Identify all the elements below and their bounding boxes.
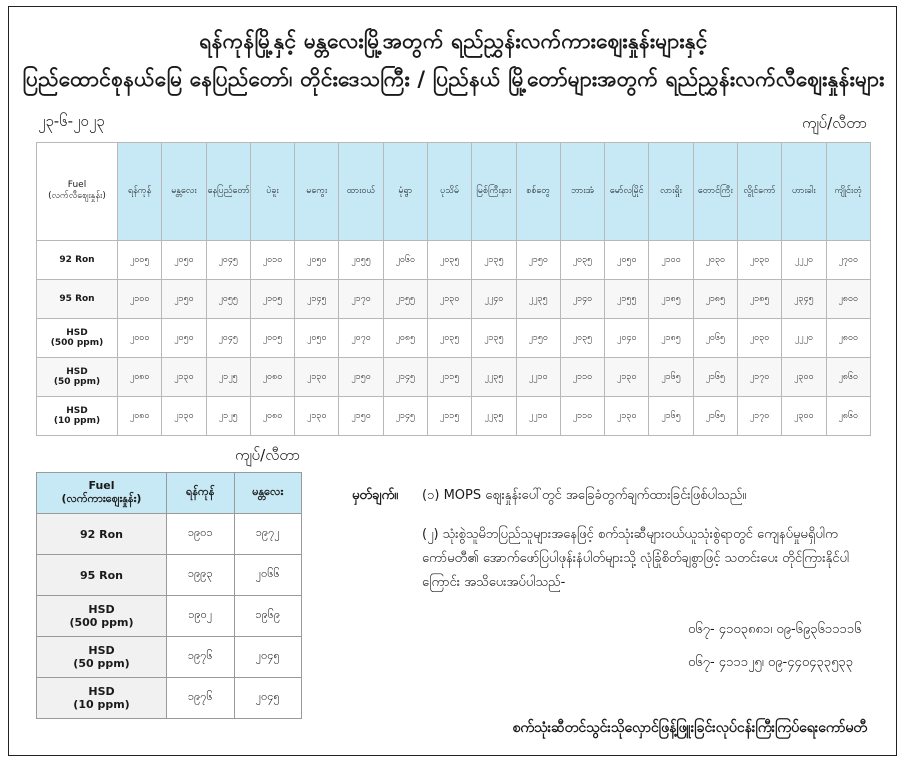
wholesale-price-mandalay: ၂၀၆၆ bbox=[234, 555, 302, 596]
price-cell: ၂၀၆၀ bbox=[383, 241, 427, 280]
note-item-2: (၂) သုံးစွဲသူမိဘပြည်သူများအနေဖြင့် စက်သုံးဆီများဝယ်ယူသုံးစွဲရာတွင် ကျေနပ်မှုမရှိပါက ကော်မတီ၏ အောက်ဖော်ပြပါဖုန်းနံပါတ်များသို့ လုံခြုံစိတ်ချစွာဖြင့် သတင်းပေး တိုင်ကြားနိုင်ပါကြောင်း အသိပေးအပ်ပါသည်- bbox=[422, 527, 850, 590]
price-cell: ၂၁၅၀ bbox=[339, 358, 383, 397]
table-row bbox=[37, 319, 871, 358]
city-header: မုံရွာ bbox=[383, 143, 427, 241]
price-cell: ၂၀၁၀ bbox=[250, 241, 294, 280]
table-row bbox=[37, 241, 871, 280]
price-cell: ၂၀၈၀ bbox=[250, 397, 294, 436]
city-header: မကွေး bbox=[295, 143, 339, 241]
price-cell: ၂၁၆၅ bbox=[649, 397, 693, 436]
retail-price-table bbox=[36, 142, 871, 436]
city-header: နေပြည်တော် bbox=[206, 143, 250, 241]
price-cell: ၂၁၃၀ bbox=[427, 280, 471, 319]
city-header: လားရှိုး bbox=[649, 143, 693, 241]
wholesale-fuel-label: HSD (500 ppm) bbox=[37, 596, 167, 637]
price-cell: ၂၀၀၅ bbox=[118, 241, 162, 280]
unit-label-main: ကျပ်/လီတာ bbox=[801, 114, 867, 132]
price-cell: ၂၁၅၀ bbox=[162, 280, 206, 319]
wholesale-price-mandalay: ၁၉၇၂ bbox=[234, 514, 302, 555]
price-cell: ၂၂၃၅ bbox=[472, 397, 516, 436]
price-cell: ၂၀၃၅ bbox=[560, 319, 604, 358]
price-cell: ၂၁၃၀ bbox=[295, 358, 339, 397]
price-cell: ၂၀၀၀ bbox=[118, 319, 162, 358]
price-cell: ၂၀၃၀ bbox=[737, 241, 781, 280]
price-cell: ၂၈၀၀ bbox=[826, 319, 871, 358]
price-cell: ၂၁၂၅ bbox=[206, 397, 250, 436]
price-cell: ၂၁၃၅ bbox=[472, 241, 516, 280]
price-cell: ၂၂၃၅ bbox=[516, 280, 560, 319]
city-header: မော်လမြိုင် bbox=[605, 143, 649, 241]
fuel-type-label: HSD (10 ppm) bbox=[37, 397, 118, 436]
wholesale-price-table bbox=[36, 472, 302, 719]
fuel-type-label: HSD (50 ppm) bbox=[37, 358, 118, 397]
table-row bbox=[37, 678, 302, 719]
price-cell: ၂၁၄၅ bbox=[383, 358, 427, 397]
price-cell: ၂၀၃၅ bbox=[427, 241, 471, 280]
price-cell: ၂၁၁၀ bbox=[560, 397, 604, 436]
notes-label: မှတ်ချက်။ bbox=[352, 488, 399, 503]
price-cell: ၂၁၇၀ bbox=[737, 358, 781, 397]
price-cell: ၂၁၆၅ bbox=[649, 358, 693, 397]
wholesale-fuel-label: HSD (10 ppm) bbox=[37, 678, 167, 719]
price-cell: ၂၁၇၀ bbox=[737, 397, 781, 436]
price-cell: ၂၀၃၀ bbox=[737, 319, 781, 358]
wholesale-price-yangon: ၁၉၀၁ bbox=[167, 514, 235, 555]
city-header: တောင်ကြီး bbox=[693, 143, 737, 241]
table-row bbox=[37, 397, 871, 436]
wholesale-city-mandalay: မန္တလေး bbox=[234, 473, 302, 514]
price-cell: ၂၂၂၀ bbox=[782, 241, 826, 280]
price-cell: ၂၀၇၀ bbox=[339, 319, 383, 358]
city-header: ဘားအံ bbox=[560, 143, 604, 241]
price-cell: ၂၂၃၅ bbox=[472, 358, 516, 397]
city-header: ပဲခူး bbox=[250, 143, 294, 241]
price-cell: ၂၁၄၅ bbox=[295, 280, 339, 319]
price-cell: ၂၁၅၅ bbox=[605, 280, 649, 319]
price-cell: ၂၁၇၀ bbox=[339, 280, 383, 319]
price-cell: ၂၁၄၀ bbox=[560, 280, 604, 319]
table-row bbox=[37, 514, 302, 555]
wholesale-city-yangon: ရန်ကုန် bbox=[167, 473, 235, 514]
price-cell: ၂၀၅၅ bbox=[339, 241, 383, 280]
price-cell: ၂၁၁၅ bbox=[427, 397, 471, 436]
price-cell: ၂၀၃၀ bbox=[693, 241, 737, 280]
wholesale-table-body bbox=[37, 514, 302, 719]
price-cell: ၂၁၃၅ bbox=[472, 319, 516, 358]
city-header: ကျိုင်းတုံ bbox=[826, 143, 871, 241]
wholesale-fuel-label: HSD (50 ppm) bbox=[37, 637, 167, 678]
title-line-1: ရန်ကုန်မြို့နှင့် မန္တလေးမြို့အတွက် ရည်ညွှန်းလက်ကားဈေးနှုန်းများနှင့် bbox=[199, 29, 708, 53]
retail-header-row bbox=[37, 143, 871, 241]
table-row bbox=[37, 555, 302, 596]
wholesale-price-yangon: ၁၉၉၃ bbox=[167, 555, 235, 596]
price-cell: ၂၃၀၀ bbox=[782, 358, 826, 397]
price-cell: ၂၁၀၀ bbox=[118, 280, 162, 319]
price-cell: ၂၁၂၅ bbox=[206, 358, 250, 397]
fuel-header: Fuel (လက်လီဈေးနှုန်း) bbox=[37, 143, 118, 241]
price-cell: ၂၀၃၅ bbox=[427, 319, 471, 358]
table-row bbox=[37, 280, 871, 319]
price-cell: ၂၀၅၀ bbox=[162, 319, 206, 358]
price-cell: ၂၁၅၀ bbox=[516, 241, 560, 280]
wholesale-fuel-header: Fuel (လက်ကားဈေးနှုန်း) bbox=[37, 473, 167, 514]
retail-table-body bbox=[37, 241, 871, 436]
price-cell: ၂၀၈၀ bbox=[250, 358, 294, 397]
price-cell: ၂၈၆၀ bbox=[826, 397, 871, 436]
table-row bbox=[37, 358, 871, 397]
price-cell: ၂၂၁၀ bbox=[516, 358, 560, 397]
committee-signature: စက်သုံးဆီတင်သွင်းသိုလှောင်ဖြန့်ဖြူးခြင်းလုပ်ငန်းကြီးကြပ်ရေးကော်မတီ bbox=[512, 720, 867, 736]
price-cell: ၂၂၄၀ bbox=[472, 280, 516, 319]
price-cell: ၂၁၅၀ bbox=[516, 319, 560, 358]
price-cell: ၂၃၄၅ bbox=[782, 280, 826, 319]
price-cell: ၂၁၈၅ bbox=[649, 280, 693, 319]
price-cell: ၂၀၀၅ bbox=[250, 319, 294, 358]
unit-label-small: ကျပ်/လီတာ bbox=[235, 446, 301, 464]
phone-number-2: ၀၆၇- ၄၁၁၁၂၅၊ ၀၉-၄၄၀၄၃၃၅၃၃ bbox=[688, 655, 854, 670]
price-cell: ၂၂၂၀ bbox=[782, 319, 826, 358]
price-cell: ၂၁၃၀ bbox=[295, 397, 339, 436]
price-cell: ၂၁၅၅ bbox=[383, 280, 427, 319]
fuel-type-label: 95 Ron bbox=[37, 280, 118, 319]
price-cell: ၂၃၀၀ bbox=[782, 397, 826, 436]
price-cell: ၂၀၄၀ bbox=[605, 319, 649, 358]
fuel-type-label: HSD (500 ppm) bbox=[37, 319, 118, 358]
price-cell: ၂၀၅၅ bbox=[206, 280, 250, 319]
city-header: လွိုင်ကော် bbox=[737, 143, 781, 241]
wholesale-fuel-label: 92 Ron bbox=[37, 514, 167, 555]
wholesale-price-mandalay: ၂၀၄၅ bbox=[234, 678, 302, 719]
date: ၂၃-၆-၂၀၂၃ bbox=[38, 112, 105, 130]
city-header: မန္တလေး bbox=[162, 143, 206, 241]
price-cell: ၂၀၅၀ bbox=[295, 241, 339, 280]
price-cell: ၂၀၅၀ bbox=[295, 319, 339, 358]
city-header: ရန်ကုန် bbox=[118, 143, 162, 241]
wholesale-price-yangon: ၁၉၇၆ bbox=[167, 678, 235, 719]
price-cell: ၂၁၀၀ bbox=[649, 241, 693, 280]
price-cell: ၂၀၃၅ bbox=[560, 241, 604, 280]
wholesale-price-mandalay: ၂၀၄၅ bbox=[234, 637, 302, 678]
price-cell: ၂၀၄၅ bbox=[206, 319, 250, 358]
price-cell: ၂၈၀၀ bbox=[826, 280, 871, 319]
city-header: ဟားခါး bbox=[782, 143, 826, 241]
price-cell: ၂၁၈၅ bbox=[649, 319, 693, 358]
price-cell: ၂၀၅၀ bbox=[162, 241, 206, 280]
table-row bbox=[37, 596, 302, 637]
city-header: စစ်တွေ bbox=[516, 143, 560, 241]
price-cell: ၂၁၃၀ bbox=[605, 358, 649, 397]
price-cell: ၂၈၆၀ bbox=[826, 358, 871, 397]
city-header: ပုသိမ် bbox=[427, 143, 471, 241]
wholesale-price-yangon: ၁၉၀၂ bbox=[167, 596, 235, 637]
price-cell: ၂၁၃၀ bbox=[162, 397, 206, 436]
price-cell: ၂၁၁၀ bbox=[560, 358, 604, 397]
wholesale-price-yangon: ၁၉၇၆ bbox=[167, 637, 235, 678]
price-cell: ၂၂၁၀ bbox=[516, 397, 560, 436]
phone-number-1: ၀၆၇- ၄၁၀၃၈၈၁၊ ၀၉-၆၉၃၆၁၁၁၁၆ bbox=[688, 622, 862, 637]
price-cell: ၂၁၅၀ bbox=[339, 397, 383, 436]
price-cell: ၂၀၈၅ bbox=[383, 319, 427, 358]
price-cell: ၂၀၅၀ bbox=[605, 241, 649, 280]
price-cell: ၂၁၃၀ bbox=[162, 358, 206, 397]
price-cell: ၂၀၈၀ bbox=[118, 358, 162, 397]
wholesale-price-mandalay: ၁၉၆၉ bbox=[234, 596, 302, 637]
price-cell: ၂၀၆၅ bbox=[693, 319, 737, 358]
fuel-type-label: 92 Ron bbox=[37, 241, 118, 280]
wholesale-fuel-label: 95 Ron bbox=[37, 555, 167, 596]
price-cell: ၂၁၈၅ bbox=[737, 280, 781, 319]
title-line-2: ပြည်ထောင်စုနယ်မြေ နေပြည်တော်၊ တိုင်းဒေသကြီး / ပြည်နယ် မြို့တော်များအတွက် ရည်ညွှန်းလက်လီဈေးနှုန်းများ bbox=[22, 67, 885, 91]
price-cell: ၂၁၀၅ bbox=[250, 280, 294, 319]
price-cell: ၂၇၀၀ bbox=[826, 241, 871, 280]
city-header: ထားဝယ် bbox=[339, 143, 383, 241]
price-cell: ၂၁၆၅ bbox=[693, 397, 737, 436]
price-cell: ၂၁၁၅ bbox=[427, 358, 471, 397]
price-cell: ၂၁၆၅ bbox=[693, 358, 737, 397]
price-cell: ၂၁၄၅ bbox=[383, 397, 427, 436]
note-item-1: (၁) MOPS ဈေးနှုန်းပေါ်တွင် အခြေခံတွက်ချက်ထားခြင်းဖြစ်ပါသည်။ bbox=[422, 488, 747, 503]
city-header: မြစ်ကြီးနား bbox=[472, 143, 516, 241]
price-cell: ၂၁၈၅ bbox=[693, 280, 737, 319]
price-cell: ၂၀၈၀ bbox=[118, 397, 162, 436]
price-cell: ၂၁၃၀ bbox=[605, 397, 649, 436]
table-row bbox=[37, 637, 302, 678]
price-cell: ၂၀၄၅ bbox=[206, 241, 250, 280]
wholesale-header-row bbox=[37, 473, 302, 514]
